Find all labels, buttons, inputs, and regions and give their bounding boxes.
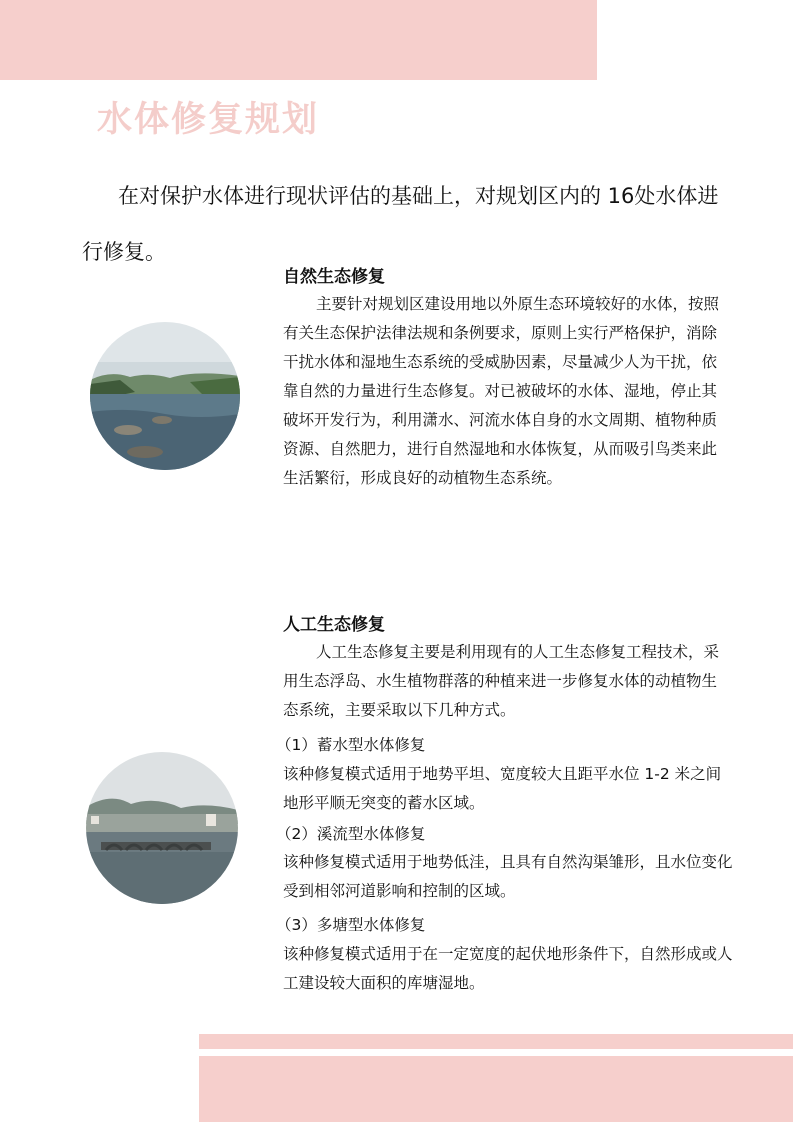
top-decor-band [0,0,597,80]
method-2-desc: 该种修复模式适用于地势低洼，且具有自然沟渠雏形，且水位变化受到相邻河道影响和控制的区域。 [283,853,733,900]
bottom-decor-band [199,1056,793,1122]
method-2-title: （2）溪流型水体修复 [276,825,426,843]
natural-body: 主要针对规划区建设用地以外原生态环境较好的水体，按照有关生态保护法律法规和条例要求，原则上实行严格保护，消除干扰水体和湿地生态系统的受威胁因素，尽量减少人为干扰，依靠自然的力量进行生态修复。对已被破坏的水体、湿地，停止其破坏开发行为，利用潇水、河流水体自身的水文周期、植物种质资源、自然肥力，进行自然湿地和水体恢复，从而吸引鸟类来此生活繁衍，形成良好的动植物生态系统。 [283,295,720,487]
river-landscape-photo [90,322,240,470]
artificial-body: 人工生态修复主要是利用现有的人工生态修复工程技术，采用生态浮岛、水生植物群落的种植来进一步修复水体的动植物生态系统，主要采取以下几种方式。 [283,643,720,719]
artificial-heading: 人工生态修复 [283,615,385,635]
river-bridge-photo [86,752,238,904]
method-1-title: （1）蓄水型水体修复 [276,736,426,754]
page-title: 水体修复规划 [97,100,320,140]
natural-heading: 自然生态修复 [283,267,385,287]
intro-paragraph: 在对保护水体进行现状评估的基础上，对规划区内的 16处水体进行修复。 [82,184,719,264]
method-1-desc: 该种修复模式适用于地势平坦、宽度较大且距平水位 1-2 米之间地形平顺无突变的蓄水区域。 [283,765,722,812]
bottom-decor-strip [199,1034,793,1049]
method-3-title: （3）多塘型水体修复 [276,916,426,934]
method-3-desc: 该种修复模式适用于在一定宽度的起伏地形条件下，自然形成或人工建设较大面积的库塘湿地。 [283,945,733,992]
